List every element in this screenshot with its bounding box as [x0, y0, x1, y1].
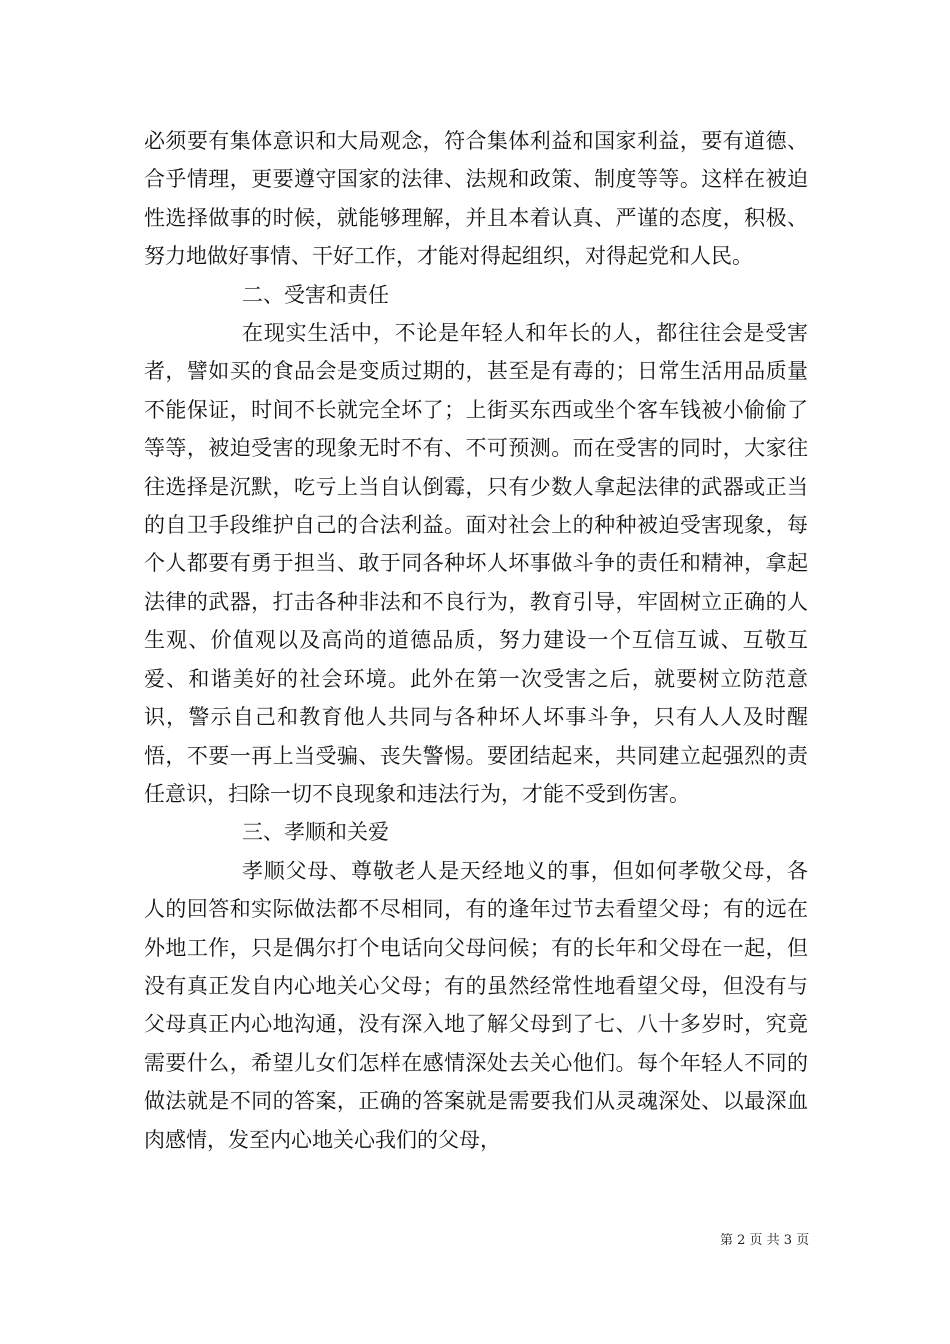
- paragraph-filial-piety-and-care: 孝顺父母、尊敬老人是天经地义的事，但如何孝敬父母，各人的回答和实际做法都不尽相同，有的逢年过节去看望父母；有的远在外地工作，只是偶尔打个电话向父母问候；有的长年和父母在一起，但没有真正发自内心地关心父母；有的虽然经常性地看望父母，但没有与父母真正内心地沟通，没有深入地了解父母到了七、八十多岁时，究竟需要什么，希望儿女们怎样在感情深处去关心他们。每个年轻人不同的做法就是不同的答案，正确的答案就是需要我们从灵魂深处、以最深血肉感情，发至内心地关心我们的父母，: [144, 858, 808, 1152]
- section-heading-harm-and-responsibility: 二、受害和责任: [242, 282, 389, 307]
- paragraph-harm-and-responsibility: 在现实生活中，不论是年轻人和年长的人，都往往会是受害者，譬如买的食品会是变质过期的，甚至是有毒的；日常生活用品质量不能保证，时间不长就完全坏了；上街买东西或坐个客车钱被小偷偷了等等，被迫受害的现象无时不有、不可预测。而在受害的同时，大家往往选择是沉默，吃亏上当自认倒霉，只有少数人拿起法律的武器或正当的自卫手段维护自己的合法利益。面对社会上的种种被迫受害现象，每个人都要有勇于担当、敢于同各种坏人坏事做斗争的责任和精神，拿起法律的武器，打击各种非法和不良行为，教育引导，牢固树立正确的人生观、价值观以及高尚的道德品质，努力建设一个互信互诚、互敬互爱、和谐美好的社会环境。此外在第一次受害之后，就要树立防范意识，警示自己和教育他人共同与各种坏人坏事斗争，只有人人及时醒悟，不要一再上当受骗、丧失警惕。要团结起来，共同建立起强烈的责任意识，扫除一切不良现象和违法行为，才能不受到伤害。: [144, 321, 808, 806]
- section-heading-filial-piety-and-care: 三、孝顺和关爱: [242, 820, 389, 845]
- paragraph-continuation: 必须要有集体意识和大局观念，符合集体利益和国家利益，要有道德、合乎情理，更要遵守国家的法律、法规和政策、制度等等。这样在被迫性选择做事的时候，就能够理解，并且本着认真、严谨的态度，积极、努力地做好事情、干好工作，才能对得起组织，对得起党和人民。: [144, 129, 808, 269]
- page-number-footer: 第 2 页 共 3 页: [720, 1233, 810, 1248]
- document-body: [144, 122, 808, 1159]
